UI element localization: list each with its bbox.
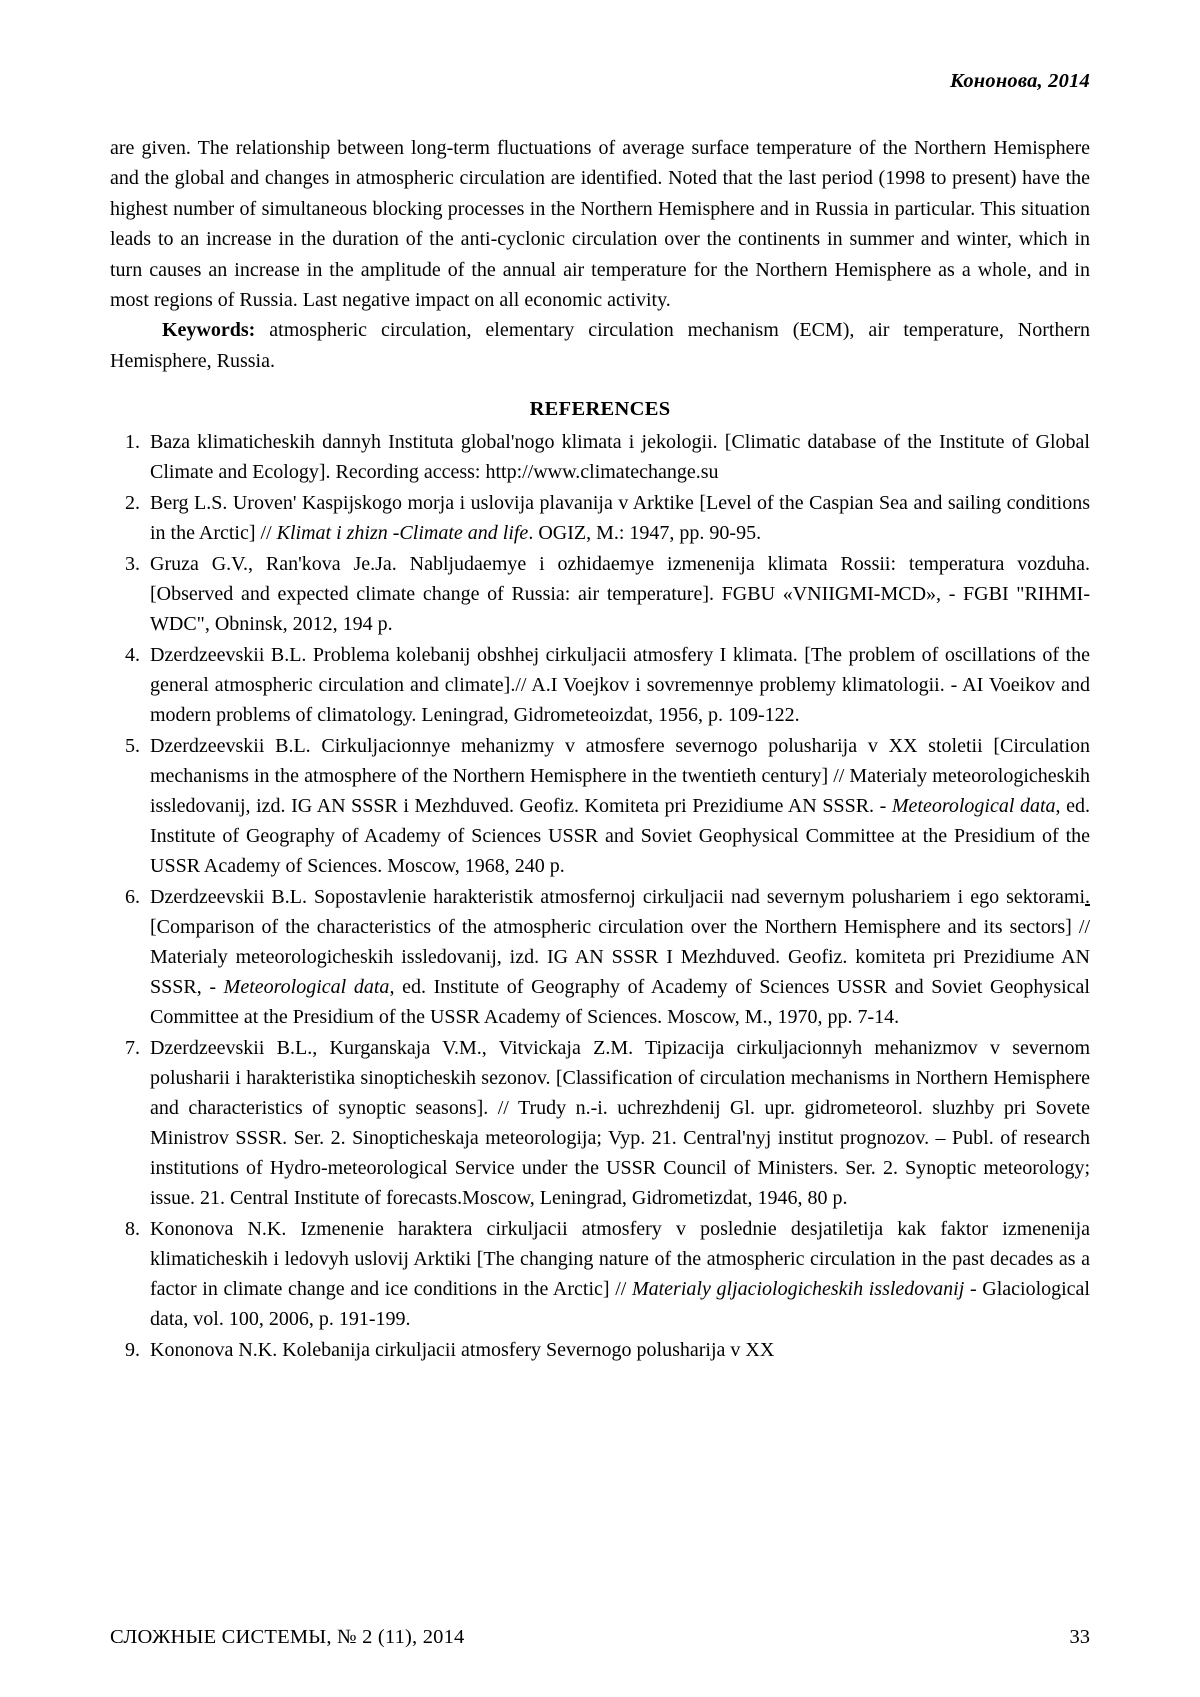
reference-item: [110, 1335, 1090, 1365]
reference-item: [110, 1033, 1090, 1213]
page-footer: [110, 1626, 1090, 1649]
reference-text: Gruza G.V., Ran'kova Je.Ja. Nabljudaemye i ozhidaemye izmenenija klimata Rossii: temperatura vozduha. [Observed and expected climate change of Russia: air temperature]. FGBU «VNIIGMI-MCD», - FGBI "RIHMI-WDC", Obninsk, 2012, 194 p.: [150, 553, 1090, 636]
reference-text: . OGIZ, M.: 1947, pp. 90-95.: [528, 522, 762, 545]
reference-underlined-segment: . [: [150, 886, 1090, 939]
reference-text: Baza klimaticheskih dannyh Instituta global'nogo klimata i jekologii. [Climatic database of the Institute of Global Climate and Ecology]. Recording access: http://www.climatechange.su: [150, 431, 1090, 484]
reference-number: 3.: [125, 553, 140, 576]
reference-item: [110, 427, 1090, 487]
reference-text: Dzerdzeevskii B.L., Kurganskaja V.M., Vitvickaja Z.M. Tipizacija cirkuljacionnyh mehanizmov v severnom polusharii i harakteristika sinopticheskih sezonov. [Classification of circulation mechanisms in Northern Hemisphere and characteristics of synoptic seasons]. // Trudy n.-i. uchrezhdenij Gl. upr. gidrometeorol. sluzhby pri Sovete Ministrov SSSR. Ser. 2. Sinopticheskaja meteorologija; Vyp. 21. Central'nyj institut prognozov. – Publ. of research institutions of Hydro-meteorological Service under the USSR Council of Ministers. Ser. 2. Synoptic meteorology; issue. 21. Central Institute of forecasts.Moscow, Leningrad, Gidrometizdat, 1946, 80 p.: [150, 1037, 1090, 1210]
references-heading: REFERENCES: [529, 398, 671, 421]
reference-number: 4.: [125, 644, 140, 667]
reference-number: 5.: [125, 735, 140, 758]
abstract-paragraph: are given. The relationship between long-term fluctuations of average surface temperature of the Northern Hemisphere and the global and changes in atmospheric circulation are identified. Noted that the last period (1998 to present) have the highest number of simultaneous blocking processes in the Northern Hemisphere and in Russia in particular. This situation leads to an increase in the duration of the anti-cyclonic circulation over the continents in summer and winter, which in turn causes an increase in the amplitude of the annual air temperature for the Northern Hemisphere as a whole, and in most regions of Russia. Last negative impact on all economic activity.: [110, 137, 1090, 311]
reference-item: [110, 640, 1090, 730]
references-list: [110, 427, 1090, 1365]
reference-text: Kononova N.K. Kolebanija cirkuljacii atmosfery Severnogo polusharija v XX: [150, 1339, 775, 1362]
reference-title-italic: Klimat i zhizn -Climate and life: [276, 522, 529, 545]
running-head: Кононова, 2014: [950, 70, 1090, 92]
abstract-continuation: [110, 133, 1090, 315]
reference-title-italic: Meteorological data: [891, 795, 1056, 818]
reference-number: 1.: [125, 431, 140, 454]
page-number: 33: [1069, 1626, 1090, 1648]
reference-number: 2.: [125, 492, 140, 515]
reference-text: Dzerdzeevskii B.L. Sopostavlenie harakteristik atmosfernoj cirkuljacii nad severnym polushariem i ego sektorami: [150, 886, 1085, 909]
reference-item: [110, 488, 1090, 548]
keywords-label: Keywords:: [162, 319, 256, 342]
reference-item: [110, 1214, 1090, 1334]
reference-text: Dzerdzeevskii B.L. Cirkuljacionnye mehanizmy v atmosfere severnogo polusharija v XX stoletii [Circulation mechanisms in the atmosphere of the Northern Hemisphere in the twentieth century] // Materialy meteorologicheskih issledovanij, izd. IG AN SSSR i Mezhduved. Geofiz. Komiteta pri Prezidiume AN SSSR. -: [150, 735, 1090, 818]
reference-item: [110, 882, 1090, 1032]
reference-number: 6.: [125, 886, 140, 909]
reference-item: [110, 549, 1090, 639]
keywords-block: [110, 315, 1090, 376]
keywords-text: atmospheric circulation, elementary circulation mechanism (ECM), air temperature, Northern Hemisphere, Russia.: [110, 319, 1090, 372]
reference-title-italic: Materialy gljaciologicheskih issledovanij: [631, 1278, 965, 1301]
reference-title-italic: Meteorological data: [223, 976, 390, 999]
reference-text: , ed. Institute of Geography of Academy of Sciences USSR and Soviet Geophysical Committee at the Presidium of the USSR Academy of Sciences. Moscow, M., 1970, pp. 7-14.: [150, 976, 1090, 1029]
reference-text: Berg L.S. Uroven' Kaspijskogo morja i uslovija plavanija v Arktike [Level of the Caspian Sea and sailing conditions in the Arctic] //: [150, 492, 1090, 545]
reference-text: , ed. Institute of Geography of Academy of Sciences USSR and Soviet Geophysical Committee at the Presidium of the USSR Academy of Sciences. Moscow, 1968, 240 p.: [150, 795, 1090, 878]
reference-number: 8.: [125, 1218, 140, 1241]
journal-citation: СЛОЖНЫЕ СИСТЕМЫ, № 2 (11), 2014: [110, 1626, 465, 1648]
reference-text: Dzerdzeevskii B.L. Problema kolebanij obshhej cirkuljacii atmosfery I klimata. [The problem of oscillations of the general atmospheric circulation and climate].// A.I Voejkov i sovremennye problemy klimatologii. - AI Voeikov and modern problems of climatology. Leningrad, Gidrometeoizdat, 1956, p. 109-122.: [150, 644, 1090, 727]
reference-item: [110, 731, 1090, 881]
reference-number: 7.: [125, 1037, 140, 1060]
reference-number: 9.: [125, 1339, 140, 1362]
reference-text: Kononova N.K. Izmenenie haraktera cirkuljacii atmosfery v poslednie desjatiletija kak faktor izmenenija klimaticheskih i ledovyh uslovij Arktiki [The changing nature of the atmospheric circulation in the past decades as a factor in climate change and ice conditions in the Arctic] //: [150, 1218, 1090, 1301]
reference-text: - Glaciological data, vol. 100, 2006, p. 191-199.: [150, 1278, 1090, 1331]
reference-text: Comparison of the characteristics of the atmospheric circulation over the Northern Hemisphere and its sectors] // Materialy meteorologicheskih issledovanij, izd. IG AN SSSR I Mezhduved. Geofiz. komiteta pri Prezidiume AN SSSR, -: [150, 916, 1090, 999]
